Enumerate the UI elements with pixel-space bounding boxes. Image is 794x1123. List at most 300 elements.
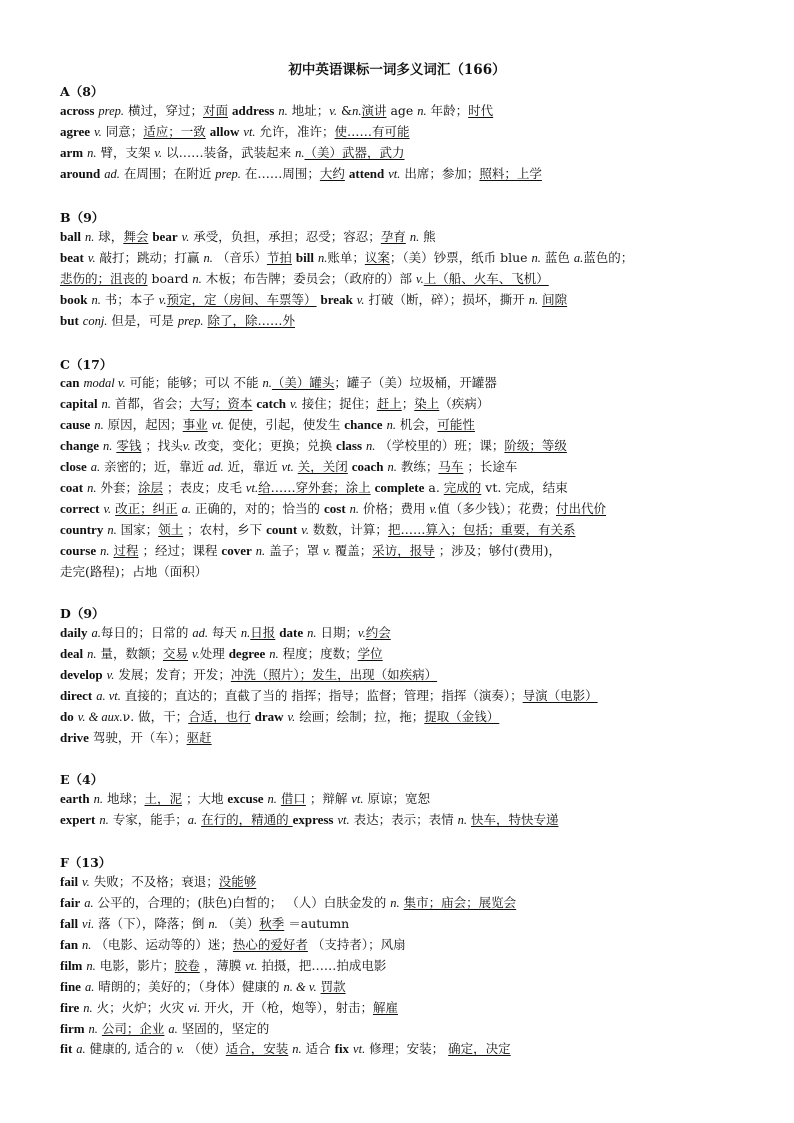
headword: chance bbox=[344, 417, 383, 432]
meaning-text: 熊 bbox=[419, 229, 436, 244]
underlined-meaning: 对面 bbox=[202, 103, 228, 118]
meaning-text: 火；火炉；火灾 bbox=[92, 1000, 189, 1015]
meaning-text: board bbox=[147, 271, 193, 286]
part-of-speech: n. bbox=[83, 1001, 93, 1015]
part-of-speech: n. bbox=[262, 376, 272, 390]
entry-line bbox=[60, 1041, 760, 1057]
part-of-speech: n. bbox=[386, 418, 396, 432]
underlined-meaning: 日报 bbox=[250, 625, 276, 640]
part-of-speech: n. bbox=[255, 544, 266, 558]
part-of-speech: a. bbox=[573, 251, 584, 265]
underlined-meaning: 过程 bbox=[113, 543, 139, 558]
entry-line bbox=[60, 812, 760, 828]
meaning-text: （疾病） bbox=[439, 396, 490, 411]
headword: fan bbox=[60, 937, 79, 952]
entry-line bbox=[60, 166, 760, 182]
part-of-speech: n. bbox=[100, 544, 110, 558]
headword: can bbox=[60, 375, 80, 390]
headword: country bbox=[60, 522, 104, 537]
meaning-text: 木板；布告牌；委员会；（政府的）部 bbox=[201, 271, 416, 286]
meaning-text: 敲打；跳动；打赢 bbox=[95, 250, 204, 265]
part-of-speech: a. vt. bbox=[96, 689, 121, 703]
part-of-speech: n. bbox=[390, 896, 400, 910]
underlined-meaning: 导演（电影） bbox=[522, 688, 598, 703]
entry-line bbox=[60, 375, 760, 391]
entry-line bbox=[60, 250, 760, 266]
headword: fine bbox=[60, 979, 81, 994]
part-of-speech: n. bbox=[203, 251, 213, 265]
headword: count bbox=[266, 522, 298, 537]
part-of-speech: n. bbox=[531, 251, 541, 265]
part-of-speech: n. bbox=[295, 146, 305, 160]
headword: agree bbox=[60, 124, 91, 139]
meaning-text: 价格；费用 bbox=[359, 501, 430, 516]
meaning-text: 失败；不及格；衰退； bbox=[89, 874, 219, 889]
part-of-speech: n. bbox=[349, 502, 360, 516]
headword: draw bbox=[254, 709, 284, 724]
underlined-meaning: 议案 bbox=[364, 250, 390, 265]
part-of-speech: ad. bbox=[208, 460, 224, 474]
meaning-text: 在……周围； bbox=[240, 166, 320, 181]
headword: fire bbox=[60, 1000, 80, 1015]
entry-line bbox=[60, 501, 760, 517]
entry-line bbox=[60, 564, 760, 580]
underlined-meaning: 大写；资本 bbox=[189, 396, 253, 411]
headword: book bbox=[60, 292, 88, 307]
meaning-text: 专家，能手； bbox=[108, 812, 188, 827]
part-of-speech: vt. bbox=[245, 481, 259, 495]
meaning-text: 球， bbox=[94, 229, 124, 244]
headword: coach bbox=[351, 459, 384, 474]
underlined-meaning: 确定，决定 bbox=[448, 1041, 511, 1056]
meaning-text: 盖子；罩 bbox=[265, 543, 324, 558]
underlined-meaning: 领土 bbox=[158, 522, 184, 537]
part-of-speech: v. bbox=[87, 251, 96, 265]
meaning-text: a. bbox=[424, 480, 444, 495]
entry-line bbox=[60, 667, 760, 683]
meaning-text: ； bbox=[401, 396, 415, 411]
part-of-speech: n. bbox=[107, 523, 117, 537]
headword: close bbox=[60, 459, 87, 474]
part-of-speech: v. bbox=[290, 397, 298, 411]
part-of-speech: vt. bbox=[243, 125, 256, 139]
part-of-speech: n. bbox=[352, 104, 362, 118]
part-of-speech: a. bbox=[76, 1042, 86, 1056]
headword: around bbox=[60, 166, 101, 181]
meaning-text: 量，数额； bbox=[96, 646, 163, 661]
meaning-text: 日期； bbox=[316, 625, 358, 640]
underlined-meaning: 集市；庙会；展览会 bbox=[403, 895, 517, 910]
meaning-text: 账单； bbox=[327, 250, 365, 265]
underlined-meaning: 涂层 bbox=[137, 480, 163, 495]
underlined-meaning: 驱赶 bbox=[186, 730, 212, 745]
entry-line bbox=[60, 646, 760, 662]
meaning-text: 出席；参加； bbox=[400, 166, 480, 181]
meaning-text: 近，靠近 bbox=[223, 459, 282, 474]
part-of-speech: n. bbox=[317, 251, 328, 265]
underlined-meaning: 使……有可能 bbox=[334, 124, 410, 139]
meaning-text: 书；本子 bbox=[100, 292, 159, 307]
underlined-meaning: 约会 bbox=[365, 625, 391, 640]
entry-line bbox=[60, 229, 760, 245]
entry-line bbox=[60, 916, 760, 932]
part-of-speech: n. bbox=[102, 439, 113, 453]
meaning-text: 处理 bbox=[199, 646, 229, 661]
headword: fail bbox=[60, 874, 79, 889]
meaning-text: 覆盖； bbox=[330, 543, 373, 558]
underlined-meaning: 适应；一致 bbox=[143, 124, 206, 139]
underlined-meaning: 罚款 bbox=[320, 979, 346, 994]
meaning-text: ；长途车 bbox=[463, 459, 518, 474]
underlined-meaning: 采访，报导 bbox=[372, 543, 435, 558]
part-of-speech: n. bbox=[240, 626, 251, 640]
meaning-text: 教练； bbox=[396, 459, 439, 474]
part-of-speech: n. bbox=[88, 1022, 98, 1036]
entry-line bbox=[60, 271, 760, 287]
headword: bill bbox=[295, 250, 314, 265]
meaning-text: （音乐） bbox=[212, 250, 267, 265]
part-of-speech: n. & v. bbox=[283, 980, 317, 994]
entry-line bbox=[60, 688, 760, 704]
part-of-speech: prep. bbox=[215, 167, 241, 181]
section-header: F（13） bbox=[60, 855, 112, 870]
underlined-meaning: 可能性 bbox=[437, 417, 475, 432]
meaning-text: & bbox=[336, 103, 353, 118]
part-of-speech: n. bbox=[91, 293, 101, 307]
headword: correct bbox=[60, 501, 100, 516]
part-of-speech: v. bbox=[301, 523, 309, 537]
part-of-speech: n. bbox=[307, 626, 317, 640]
part-of-speech: v. & aux. bbox=[77, 710, 123, 724]
underlined-meaning: 解雇 bbox=[372, 1000, 398, 1015]
part-of-speech: v. bbox=[182, 439, 191, 453]
headword: daily bbox=[60, 625, 88, 640]
headword: capital bbox=[60, 396, 98, 411]
part-of-speech: n. bbox=[94, 418, 104, 432]
underlined-meaning: 交易 bbox=[162, 646, 188, 661]
headword: catch bbox=[256, 396, 287, 411]
part-of-speech: vi. bbox=[188, 1001, 201, 1015]
meaning-text: （美） bbox=[217, 916, 260, 931]
part-of-speech: ad. bbox=[104, 167, 120, 181]
headword: film bbox=[60, 958, 83, 973]
headword: earth bbox=[60, 791, 90, 806]
meaning-text: 年龄； bbox=[426, 103, 469, 118]
section-header: E（4） bbox=[60, 772, 104, 787]
headword: arm bbox=[60, 145, 84, 160]
part-of-speech: v. bbox=[103, 502, 112, 516]
part-of-speech: prep. bbox=[98, 104, 124, 118]
entry-line bbox=[60, 979, 760, 995]
entry-line bbox=[60, 937, 760, 953]
headword: cause bbox=[60, 417, 91, 432]
meaning-text: ；涉及；够付(费用)， bbox=[434, 543, 562, 558]
underlined-meaning: 快车，特快专递 bbox=[470, 812, 559, 827]
part-of-speech: vt. bbox=[351, 792, 364, 806]
part-of-speech: vt. bbox=[245, 959, 258, 973]
part-of-speech: v. bbox=[329, 104, 337, 118]
underlined-meaning: 舞会 bbox=[123, 229, 149, 244]
meaning-text: ；罐子（美）垃圾桶，开罐器 bbox=[334, 375, 497, 390]
meaning-text: 打破（断，碎）；损坏，撕开 bbox=[364, 292, 529, 307]
meaning-text: 正确的，对的；恰当的 bbox=[191, 501, 324, 516]
headword: attend bbox=[348, 166, 385, 181]
headword: bear bbox=[152, 229, 178, 244]
meaning-text: 外套； bbox=[96, 480, 138, 495]
meaning-text: 绘画；绘制；拉，拖； bbox=[295, 709, 425, 724]
meaning-text: 亲密的；近，靠近 bbox=[100, 459, 209, 474]
meaning-text: 坚固的，坚定的 bbox=[177, 1021, 270, 1036]
headword: course bbox=[60, 543, 97, 558]
meaning-text: 修理；安装； bbox=[365, 1041, 449, 1056]
underlined-meaning: 上（船、火车、飞机） bbox=[423, 271, 549, 286]
part-of-speech: n. bbox=[387, 460, 397, 474]
underlined-meaning: 在行的，精通的 bbox=[201, 812, 293, 827]
underlined-meaning: 没能够 bbox=[218, 874, 257, 889]
meaning-text: age bbox=[386, 103, 418, 118]
part-of-speech: a. bbox=[84, 896, 94, 910]
underlined-meaning: 学位 bbox=[357, 646, 383, 661]
part-of-speech: v. bbox=[158, 293, 167, 307]
part-of-speech: v. bbox=[181, 230, 190, 244]
meaning-text: 直接的；直达的；直截了当的 指挥；指导；监督；管理；指挥（演奏）； bbox=[120, 688, 523, 703]
headword: break bbox=[320, 292, 353, 307]
meaning-text: 健康的, 适合的 bbox=[85, 1041, 177, 1056]
part-of-speech: v. bbox=[94, 125, 102, 139]
entry-line bbox=[60, 730, 760, 746]
meaning-text: 适合 bbox=[301, 1041, 335, 1056]
underlined-meaning: 预定，定（房间、车票等） bbox=[166, 292, 317, 307]
underlined-meaning: 间隙 bbox=[542, 292, 568, 307]
meaning-text: 臂，支架 bbox=[96, 145, 155, 160]
meaning-text: 承受，负担，承担；忍受；容忍； bbox=[189, 229, 381, 244]
section-header: A（8） bbox=[60, 84, 104, 99]
headword: degree bbox=[228, 646, 266, 661]
underlined-meaning: 照料；上学 bbox=[479, 166, 542, 181]
entry-line bbox=[60, 438, 760, 454]
meaning-text: 在周围；在附近 bbox=[119, 166, 216, 181]
headword: fit bbox=[60, 1041, 73, 1056]
part-of-speech: prep. bbox=[177, 314, 204, 328]
underlined-meaning: （美）武器，武力 bbox=[304, 145, 405, 160]
meaning-text: 可能；能够；可以 不能 bbox=[125, 375, 263, 390]
underlined-meaning: 悲伤的；沮丧的 bbox=[60, 271, 148, 286]
part-of-speech: n. bbox=[87, 481, 97, 495]
meaning-text: 走完(路程)；占地（面积） bbox=[60, 564, 208, 579]
underlined-meaning: （美）罐头 bbox=[271, 375, 335, 390]
meaning-text: 国家； bbox=[116, 522, 159, 537]
meaning-text: （使） bbox=[184, 1041, 226, 1056]
underlined-meaning: 除了，除……外 bbox=[207, 313, 295, 328]
meaning-text: 值（多少钱）；花费； bbox=[437, 501, 556, 516]
part-of-speech: v. bbox=[356, 293, 365, 307]
part-of-speech: vt. bbox=[388, 167, 401, 181]
part-of-speech: n. bbox=[192, 272, 202, 286]
part-of-speech: v. bbox=[416, 272, 424, 286]
meaning-text: 首都，省会； bbox=[110, 396, 190, 411]
meaning-text: ；找头 bbox=[141, 438, 183, 453]
part-of-speech: v. bbox=[191, 647, 200, 661]
part-of-speech: a. bbox=[84, 980, 95, 994]
part-of-speech: v. bbox=[82, 875, 90, 889]
entry-line bbox=[60, 522, 760, 538]
entry-line bbox=[60, 543, 760, 559]
meaning-text: 程度；度数； bbox=[278, 646, 358, 661]
part-of-speech: n. bbox=[267, 792, 277, 806]
underlined-meaning: 染上 bbox=[414, 396, 440, 411]
underlined-meaning: 把……算入；包括；重要，有关系 bbox=[387, 522, 576, 537]
headword: fix bbox=[334, 1041, 350, 1056]
underlined-meaning: 热心的爱好者 bbox=[232, 937, 308, 952]
meaning-text: 蓝色的； bbox=[583, 250, 634, 265]
entry-line bbox=[60, 124, 760, 140]
headword: fall bbox=[60, 916, 79, 931]
meaning-text: （支持者）；风扇 bbox=[307, 937, 406, 952]
headword: excuse bbox=[227, 791, 264, 806]
part-of-speech: n. bbox=[99, 813, 109, 827]
part-of-speech: v. bbox=[154, 146, 163, 160]
underlined-meaning: 合适，也行 bbox=[188, 709, 251, 724]
underlined-meaning: 给……穿外套；涂上 bbox=[258, 480, 371, 495]
meaning-text: ；农村，乡下 bbox=[183, 522, 267, 537]
headword: express bbox=[292, 812, 334, 827]
meaning-text: ；辩解 bbox=[305, 791, 352, 806]
entry-line bbox=[60, 459, 760, 475]
part-of-speech: v. bbox=[106, 668, 115, 682]
headword: beat bbox=[60, 250, 84, 265]
headword: firm bbox=[60, 1021, 85, 1036]
headword: direct bbox=[60, 688, 93, 703]
headword: coat bbox=[60, 480, 84, 495]
page-title: 初中英语课标一词多义词汇（166） bbox=[288, 62, 506, 78]
meaning-text: vt. 完成，结束 bbox=[481, 480, 568, 495]
underlined-meaning: 孕育 bbox=[380, 229, 406, 244]
meaning-text: 地球； bbox=[102, 791, 145, 806]
underlined-meaning: 借口 bbox=[280, 791, 306, 806]
part-of-speech: n. bbox=[84, 230, 95, 244]
part-of-speech: a. bbox=[90, 460, 101, 474]
part-of-speech: n. bbox=[457, 813, 467, 827]
entry-line bbox=[60, 958, 760, 974]
underlined-meaning: 节拍 bbox=[266, 250, 292, 265]
underlined-meaning: 完成的 bbox=[443, 480, 482, 495]
meaning-text: ν. 做，干； bbox=[122, 709, 189, 724]
headword: do bbox=[60, 709, 74, 724]
part-of-speech: v. bbox=[429, 502, 438, 516]
part-of-speech: v. bbox=[357, 626, 366, 640]
meaning-text: 以……装备，武装起来 bbox=[162, 145, 296, 160]
meaning-text: 拍摄，把……拍成电影 bbox=[257, 958, 387, 973]
headword: cover bbox=[221, 543, 252, 558]
meaning-text: 发展；发育；开发； bbox=[114, 667, 231, 682]
headword: date bbox=[279, 625, 304, 640]
part-of-speech: n. bbox=[93, 792, 103, 806]
headword: deal bbox=[60, 646, 84, 661]
underlined-meaning: 关，关闭 bbox=[297, 459, 348, 474]
meaning-text: 数数，计算； bbox=[308, 522, 388, 537]
headword: change bbox=[60, 438, 99, 453]
section-header: B（9） bbox=[60, 210, 105, 225]
part-of-speech: v. bbox=[323, 544, 331, 558]
meaning-text: 允许，准许； bbox=[255, 124, 335, 139]
meaning-text: ，薄膜 bbox=[199, 958, 246, 973]
meaning-text: 但是，可是 bbox=[107, 313, 178, 328]
part-of-speech: n. bbox=[366, 439, 376, 453]
meaning-text: 每日的；日常的 bbox=[100, 625, 193, 640]
part-of-speech: n. bbox=[292, 1042, 302, 1056]
meaning-text: 落（下），降落；倒 bbox=[94, 916, 209, 931]
part-of-speech: modal v. bbox=[83, 376, 126, 390]
part-of-speech: n. bbox=[101, 397, 111, 411]
meaning-text: （学校里的）班；课； bbox=[375, 438, 505, 453]
part-of-speech: vt. bbox=[353, 1042, 366, 1056]
entry-line bbox=[60, 1000, 760, 1016]
entry-line bbox=[60, 103, 760, 119]
headword: but bbox=[60, 313, 79, 328]
entry-line bbox=[60, 625, 760, 641]
part-of-speech: a. bbox=[91, 626, 101, 640]
part-of-speech: n. bbox=[208, 917, 218, 931]
entry-line bbox=[60, 709, 760, 725]
part-of-speech: a. bbox=[187, 813, 198, 827]
meaning-text: （电影、运动等的）迷； bbox=[91, 937, 233, 952]
underlined-meaning: 阶级；等级 bbox=[504, 438, 567, 453]
underlined-meaning: 赶上 bbox=[376, 396, 402, 411]
part-of-speech: n. bbox=[528, 293, 539, 307]
part-of-speech: n. bbox=[82, 938, 92, 952]
underlined-meaning: 土，泥 bbox=[144, 791, 182, 806]
entry-line bbox=[60, 895, 760, 911]
meaning-text: 机会， bbox=[395, 417, 438, 432]
headword: drive bbox=[60, 730, 89, 745]
part-of-speech: vt. bbox=[337, 813, 350, 827]
part-of-speech: v. bbox=[176, 1042, 185, 1056]
headword: expert bbox=[60, 812, 96, 827]
section-header: D（9） bbox=[60, 606, 105, 621]
meaning-text: 横过，穿过； bbox=[124, 103, 203, 118]
underlined-meaning: 付出代价 bbox=[556, 501, 607, 516]
meaning-text: ＝autumn bbox=[284, 916, 350, 931]
part-of-speech: vt. bbox=[281, 460, 294, 474]
part-of-speech: vt. bbox=[211, 418, 224, 432]
meaning-text: ；大地 bbox=[181, 791, 228, 806]
part-of-speech: ad. bbox=[192, 626, 208, 640]
entry-line bbox=[60, 145, 760, 161]
part-of-speech: n. bbox=[269, 647, 279, 661]
part-of-speech: n. bbox=[417, 104, 427, 118]
entry-line bbox=[60, 417, 760, 433]
headword: class bbox=[336, 438, 363, 453]
entry-line bbox=[60, 1021, 760, 1037]
meaning-text: 原谅；宽恕 bbox=[363, 791, 430, 806]
underlined-meaning: 演讲 bbox=[361, 103, 387, 118]
meaning-text: ；经过；课程 bbox=[138, 543, 222, 558]
part-of-speech: vi. bbox=[82, 917, 95, 931]
meaning-text: 电影，影片； bbox=[95, 958, 175, 973]
entry-line bbox=[60, 396, 760, 412]
part-of-speech: n. bbox=[87, 146, 97, 160]
underlined-meaning: 秋季 bbox=[259, 916, 285, 931]
underlined-meaning: 公司；企业 bbox=[101, 1021, 165, 1036]
headword: cost bbox=[324, 501, 346, 516]
underlined-meaning: 胶卷 bbox=[174, 958, 200, 973]
underlined-meaning: 提取（金钱） bbox=[424, 709, 500, 724]
meaning-text: 每天 bbox=[207, 625, 241, 640]
headword: complete bbox=[374, 480, 425, 495]
part-of-speech: n. bbox=[86, 959, 96, 973]
meaning-text: 地址； bbox=[287, 103, 330, 118]
meaning-text: 晴朗的；美好的；（身体）健康的 bbox=[94, 979, 284, 994]
